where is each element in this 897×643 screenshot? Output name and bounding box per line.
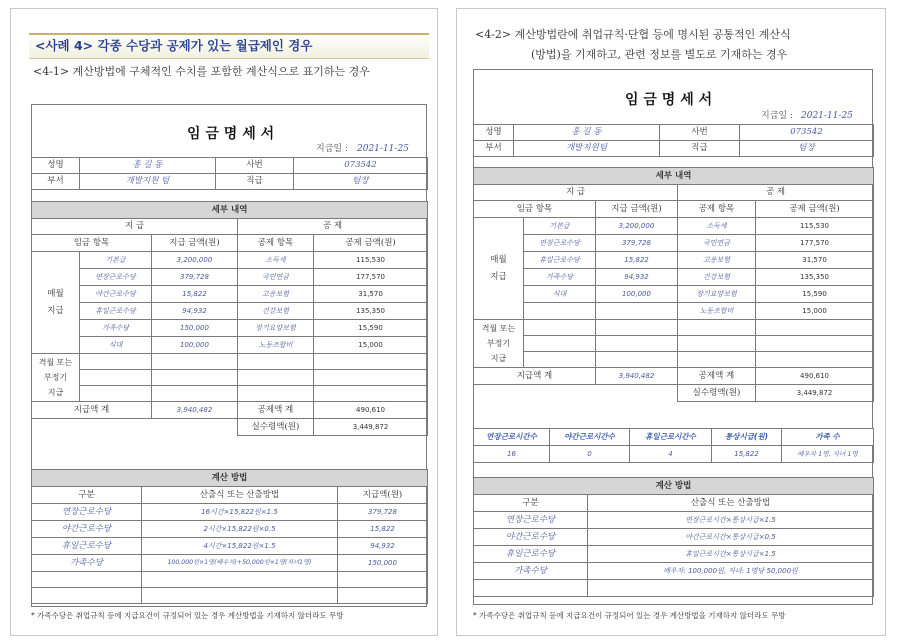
pay-detail-table bbox=[473, 167, 874, 402]
name-value: 홍 길 동 bbox=[514, 125, 660, 141]
info-family-count: 배우자 1명, 자녀 1명 bbox=[782, 446, 874, 463]
pay-detail-table bbox=[31, 201, 428, 436]
table-row bbox=[474, 218, 874, 235]
doc-title: 임 금 명 세 서 bbox=[625, 92, 713, 108]
pay-amount: 100,000 bbox=[596, 286, 678, 303]
right-panel bbox=[456, 8, 886, 636]
col-pay-item: 임금 항목 bbox=[32, 235, 152, 252]
total-deduct-label: 공제액 계 bbox=[678, 368, 756, 385]
rank-label: 직급 bbox=[216, 174, 294, 190]
calc-formula: 연장근로시간×통상시급×1.5 bbox=[588, 512, 874, 529]
table-row bbox=[474, 546, 874, 563]
table-row bbox=[32, 320, 428, 337]
total-pay: 3,940,482 bbox=[152, 402, 238, 419]
deduct-item: 노동조합비 bbox=[678, 303, 756, 320]
deduct-item: 국민연금 bbox=[678, 235, 756, 252]
calc-col-type: 구분 bbox=[32, 487, 142, 504]
calc-col-amount: 지급액(원) bbox=[338, 487, 428, 504]
deduct-header: 공 제 bbox=[238, 219, 428, 235]
case-subheading: <4-1> 계산방법에 구체적인 수치를 포함한 계산식으로 표기하는 경우 bbox=[33, 65, 370, 78]
monthly-pay-label: 매월 지급 bbox=[474, 218, 524, 320]
deduct-amount: 31,570 bbox=[314, 286, 428, 303]
pay-item: 야간근로수당 bbox=[80, 286, 152, 303]
table-row bbox=[32, 504, 428, 521]
deduct-amount: 135,350 bbox=[314, 303, 428, 320]
table-row bbox=[32, 286, 428, 303]
calc-type: 휴일근로수당 bbox=[32, 538, 142, 555]
employee-info-table bbox=[31, 157, 428, 190]
calc-formula: 야간근로시간×통상시급×0.5 bbox=[588, 529, 874, 546]
deduct-amount: 15,590 bbox=[756, 286, 874, 303]
table-row bbox=[474, 563, 874, 580]
pay-item: 식대 bbox=[524, 286, 596, 303]
calc-col-type: 구분 bbox=[474, 495, 588, 512]
pay-item: 휴일근로수당 bbox=[524, 252, 596, 269]
monthly-pay-label: 매월 지급 bbox=[32, 252, 80, 354]
pay-item: 기본급 bbox=[80, 252, 152, 269]
calc-amount: 379,728 bbox=[338, 504, 428, 521]
total-deduct: 490,610 bbox=[314, 402, 428, 419]
calc-formula: 휴일근로시간×통상시급×1.5 bbox=[588, 546, 874, 563]
net-pay: 3,449,872 bbox=[314, 419, 428, 436]
deduct-header: 공 제 bbox=[678, 185, 874, 201]
calc-amount: 150,000 bbox=[338, 555, 428, 572]
deduct-item: 소득세 bbox=[678, 218, 756, 235]
calc-type: 연장근로수당 bbox=[474, 512, 588, 529]
deduct-amount: 15,590 bbox=[314, 320, 428, 337]
calc-col-formula: 산출식 또는 산출방법 bbox=[588, 495, 874, 512]
pay-amount: 150,000 bbox=[152, 320, 238, 337]
pay-amount: 100,000 bbox=[152, 337, 238, 354]
pay-date-label: 지급일 : bbox=[761, 111, 793, 121]
pay-item: 기본급 bbox=[524, 218, 596, 235]
dept-label: 부서 bbox=[474, 141, 514, 157]
case-heading: <사례 4> 각종 수당과 공제가 있는 월급제인 경우 bbox=[35, 38, 313, 53]
pay-item: 가족수당 bbox=[524, 269, 596, 286]
pay-item bbox=[524, 303, 596, 320]
col-pay-item: 임금 항목 bbox=[474, 201, 596, 218]
deduct-amount: 15,000 bbox=[756, 303, 874, 320]
case-subheading-line1: <4-2> 계산방법란에 취업규칙·단협 등에 명시된 공통적인 계산식 bbox=[475, 28, 791, 41]
table-row bbox=[474, 269, 874, 286]
deduct-item: 건강보험 bbox=[678, 269, 756, 286]
calc-section-title: 계산 방법 bbox=[474, 478, 874, 495]
info-header-family: 가족 수 bbox=[782, 429, 874, 446]
pay-item: 가족수당 bbox=[80, 320, 152, 337]
calc-formula: 2시간×15,822원×0.5 bbox=[142, 521, 338, 538]
left-panel bbox=[10, 8, 438, 636]
table-row bbox=[474, 235, 874, 252]
calc-formula: 16시간×15,822원×1.5 bbox=[142, 504, 338, 521]
calc-amount: 15,822 bbox=[338, 521, 428, 538]
empno-label: 사번 bbox=[216, 158, 294, 174]
table-row bbox=[32, 269, 428, 286]
calc-col-formula: 산출식 또는 산출방법 bbox=[142, 487, 338, 504]
table-row bbox=[32, 303, 428, 320]
pay-item: 연장근로수당 bbox=[524, 235, 596, 252]
empno-value: 073542 bbox=[740, 125, 874, 141]
name-label: 성명 bbox=[474, 125, 514, 141]
rank-value: 팀장 bbox=[294, 174, 428, 190]
table-row bbox=[32, 538, 428, 555]
calc-section-title: 계산 방법 bbox=[32, 470, 428, 487]
calc-method-table bbox=[31, 469, 428, 604]
table-row bbox=[474, 512, 874, 529]
rank-label: 직급 bbox=[660, 141, 740, 157]
col-deduct-amount: 공제 금액(원) bbox=[314, 235, 428, 252]
pay-amount: 379,728 bbox=[152, 269, 238, 286]
deduct-amount: 115,530 bbox=[756, 218, 874, 235]
work-info-table bbox=[473, 428, 874, 463]
info-header-night: 야간근로시간수 bbox=[550, 429, 630, 446]
col-deduct-item: 공제 항목 bbox=[678, 201, 756, 218]
detail-section-title: 세부 내역 bbox=[32, 202, 428, 219]
footnote: * 가족수당은 취업규칙 등에 지급요건이 규정되어 있는 경우 계산방법을 기재하지 않더라도 무방 bbox=[473, 611, 786, 620]
deduct-item: 소득세 bbox=[238, 252, 314, 269]
pay-amount bbox=[596, 303, 678, 320]
total-deduct-label: 공제액 계 bbox=[238, 402, 314, 419]
calc-amount: 94,932 bbox=[338, 538, 428, 555]
table-row bbox=[32, 337, 428, 354]
pay-amount: 94,932 bbox=[596, 269, 678, 286]
table-row bbox=[32, 252, 428, 269]
calc-formula: 100,000원×1명(배우자)+50,000원×1명(자녀1명) bbox=[142, 555, 338, 572]
col-pay-amount: 지급 금액(원) bbox=[152, 235, 238, 252]
pay-item: 연장근로수당 bbox=[80, 269, 152, 286]
deduct-amount: 177,570 bbox=[314, 269, 428, 286]
deduct-item: 고용보험 bbox=[238, 286, 314, 303]
calc-type: 야간근로수당 bbox=[32, 521, 142, 538]
pay-amount: 379,728 bbox=[596, 235, 678, 252]
net-pay-label: 실수령액(원) bbox=[238, 419, 314, 436]
pay-date: 2021-11-25 bbox=[357, 144, 409, 154]
net-pay-label: 실수령액(원) bbox=[678, 385, 756, 402]
empno-label: 사번 bbox=[660, 125, 740, 141]
dept-value: 개발지원팀 bbox=[514, 141, 660, 157]
deduct-item: 건강보험 bbox=[238, 303, 314, 320]
table-row bbox=[474, 529, 874, 546]
info-night-hours: 0 bbox=[550, 446, 630, 463]
deduct-item: 장기요양보험 bbox=[238, 320, 314, 337]
pay-amount: 15,822 bbox=[152, 286, 238, 303]
calc-formula: 배우자: 100,000원, 자녀: 1명당 50,000원 bbox=[588, 563, 874, 580]
deduct-item: 국민연금 bbox=[238, 269, 314, 286]
info-header-holiday: 휴일근로시간수 bbox=[630, 429, 712, 446]
net-pay: 3,449,872 bbox=[756, 385, 874, 402]
deduct-amount: 177,570 bbox=[756, 235, 874, 252]
pay-amount: 3,200,000 bbox=[596, 218, 678, 235]
pay-date: 2021-11-25 bbox=[801, 111, 853, 121]
calc-type: 가족수당 bbox=[474, 563, 588, 580]
empno-value: 073542 bbox=[294, 158, 428, 174]
col-deduct-amount: 공제 금액(원) bbox=[756, 201, 874, 218]
info-header-hourly-wage: 통상시급(원) bbox=[712, 429, 782, 446]
info-header-overtime: 연장근로시간수 bbox=[474, 429, 550, 446]
table-row bbox=[32, 521, 428, 538]
calc-type: 가족수당 bbox=[32, 555, 142, 572]
pay-item: 휴일근로수당 bbox=[80, 303, 152, 320]
pay-amount: 15,822 bbox=[596, 252, 678, 269]
info-hourly-wage: 15,822 bbox=[712, 446, 782, 463]
pay-item: 식대 bbox=[80, 337, 152, 354]
deduct-amount: 15,000 bbox=[314, 337, 428, 354]
deduct-amount: 115,530 bbox=[314, 252, 428, 269]
rank-value: 팀장 bbox=[740, 141, 874, 157]
deduct-amount: 31,570 bbox=[756, 252, 874, 269]
total-pay-label: 지급액 계 bbox=[32, 402, 152, 419]
dept-value: 개발지원 팀 bbox=[80, 174, 216, 190]
calc-formula: 4시간×15,822원×1.5 bbox=[142, 538, 338, 555]
calc-type: 야간근로수당 bbox=[474, 529, 588, 546]
name-label: 성명 bbox=[32, 158, 80, 174]
name-value: 홍 길 동 bbox=[80, 158, 216, 174]
deduct-amount: 135,350 bbox=[756, 269, 874, 286]
pay-amount: 3,200,000 bbox=[152, 252, 238, 269]
doc-title: 임 금 명 세 서 bbox=[187, 126, 275, 142]
table-row bbox=[32, 555, 428, 572]
dept-label: 부서 bbox=[32, 174, 80, 190]
calc-type: 휴일근로수당 bbox=[474, 546, 588, 563]
irregular-pay-label: 격월 또는 부정기 지급 bbox=[32, 354, 80, 402]
pay-date-label: 지급일 : bbox=[316, 144, 348, 154]
total-pay: 3,940,482 bbox=[596, 368, 678, 385]
calc-method-table bbox=[473, 477, 874, 597]
info-overtime-hours: 16 bbox=[474, 446, 550, 463]
pay-header: 지 급 bbox=[474, 185, 678, 201]
total-deduct: 490,610 bbox=[756, 368, 874, 385]
table-row bbox=[474, 286, 874, 303]
detail-section-title: 세부 내역 bbox=[474, 168, 874, 185]
calc-type: 연장근로수당 bbox=[32, 504, 142, 521]
table-row bbox=[474, 303, 874, 320]
table-row bbox=[474, 252, 874, 269]
case-subheading-line2: (방법)을 기재하고, 관련 정보를 별도로 기재하는 경우 bbox=[531, 48, 788, 61]
col-pay-amount: 지급 금액(원) bbox=[596, 201, 678, 218]
pay-header: 지 급 bbox=[32, 219, 238, 235]
deduct-item: 장기요양보험 bbox=[678, 286, 756, 303]
irregular-pay-label: 격월 또는 부정기 지급 bbox=[474, 320, 524, 368]
deduct-item: 노동조합비 bbox=[238, 337, 314, 354]
deduct-item: 고용보험 bbox=[678, 252, 756, 269]
footnote: * 가족수당은 취업규칙 등에 지급요건이 규정되어 있는 경우 계산방법을 기재하지 않더라도 무방 bbox=[31, 611, 344, 620]
employee-info-table bbox=[473, 124, 874, 157]
total-pay-label: 지급액 계 bbox=[474, 368, 596, 385]
col-deduct-item: 공제 항목 bbox=[238, 235, 314, 252]
info-holiday-hours: 4 bbox=[630, 446, 712, 463]
pay-amount: 94,932 bbox=[152, 303, 238, 320]
